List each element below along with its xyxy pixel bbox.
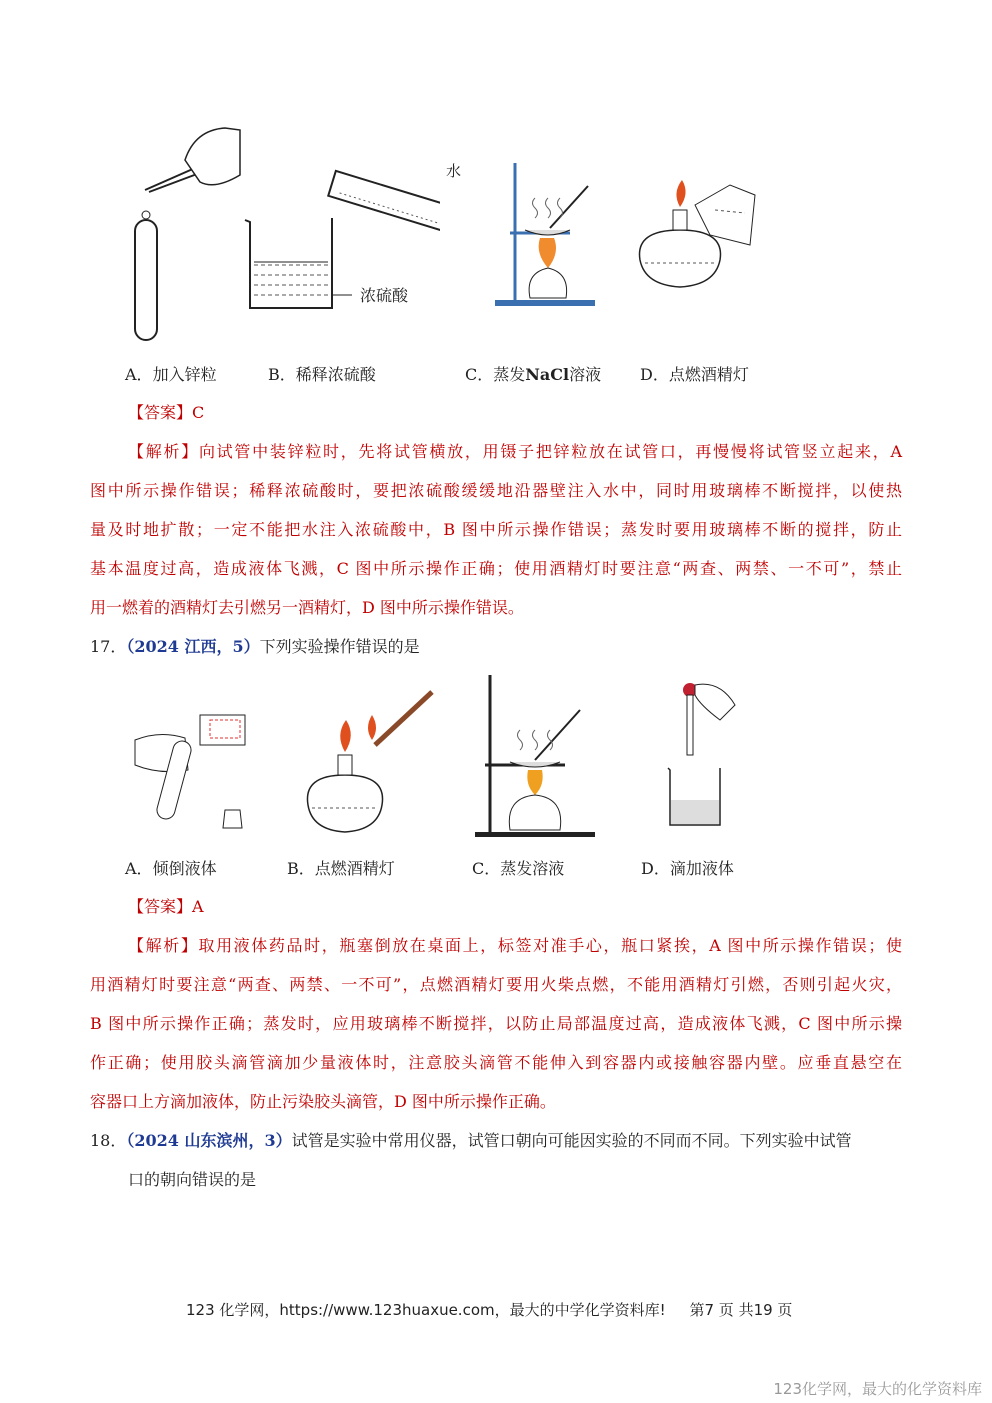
q16-analysis-line: 基本温度过高，造成液体飞溅，C 图中所示操作正确；使用酒精灯时要注意“两查、两禁、一不可”，禁止: [90, 559, 902, 578]
q16-option-b: B．稀释浓硫酸: [268, 365, 376, 384]
q18-stem: 18．（2024 山东滨州，3）试管是实验中常用仪器，试管口朝向可能因实验的不同而不同。下列实验中试管: [90, 1131, 852, 1150]
q17-analysis-line: 用酒精灯时要注意“两查、两禁、一不可”，点燃酒精灯要用火柴点燃，不能用酒精灯引燃，否则引起火灾，: [90, 975, 902, 994]
figure-label-concentrated-acid: 浓硫酸: [360, 286, 409, 305]
q17-analysis-line: 【解析】取用液体药品时，瓶塞倒放在桌面上，标签对准手心，瓶口紧挨，A 图中所示操作错误；使: [128, 936, 902, 955]
q16-analysis-line: 图中所示操作错误；稀释浓硫酸时，要把浓硫酸缓缓地沿器壁注入水中，同时用玻璃棒不断搅拌，以使热: [90, 481, 902, 500]
page-number: 第7 页 共19 页: [689, 1301, 793, 1319]
q16-option-c: C．蒸发NaCl溶液: [465, 365, 602, 384]
q17-analysis-line: 容器口上方滴加液体，防止污染胶头滴管，D 图中所示操作正确。: [90, 1092, 556, 1111]
q16-analysis-line: 【解析】向试管中装锌粒时，先将试管横放，用镊子把锌粒放在试管口，再慢慢将试管竖立起来，A: [128, 442, 902, 461]
page-footer: 123 化学网，https://www.123huaxue.com，最大的中学化学资料库! 第7 页 共19 页: [186, 1301, 793, 1319]
q17-analysis-line: B 图中所示操作正确；蒸发时，应用玻璃棒不断搅拌，以防止局部温度过高，造成液体飞溅，C 图中所示操: [90, 1014, 902, 1033]
q17-answer: 【答案】A: [128, 897, 204, 916]
figure-evaporate-solution: [470, 670, 610, 840]
q17-option-a: A．倾倒液体: [125, 859, 217, 878]
figure-pour-liquid: [130, 690, 260, 840]
figure-dilute-sulfuric-acid: [240, 160, 440, 310]
q16-analysis-line: 用一燃着的酒精灯去引燃另一酒精灯，D 图中所示操作错误。: [90, 598, 524, 617]
figure-light-alcohol-lamp: [630, 175, 760, 295]
figure-add-zinc-granule: [125, 120, 245, 350]
figure-light-lamp-with-lamp: [300, 690, 440, 840]
q16-option-d: D．点燃酒精灯: [640, 365, 749, 384]
q16-answer: 【答案】C: [128, 403, 205, 422]
q17-option-d: D．滴加液体: [641, 859, 734, 878]
figure-drop-liquid: [660, 680, 750, 830]
q16-option-a: A．加入锌粒: [125, 365, 217, 384]
q17-option-c: C．蒸发溶液: [472, 859, 565, 878]
q17-analysis-line: 作正确；使用胶头滴管滴加少量液体时，注意胶头滴管不能伸入到容器内或接触容器内壁。应垂直悬空在: [90, 1053, 902, 1072]
q17-option-b: B．点燃酒精灯: [287, 859, 395, 878]
q16-analysis-line: 量及时地扩散；一定不能把水注入浓硫酸中，B 图中所示操作错误；蒸发时要用玻璃棒不断的搅拌，防止: [90, 520, 902, 539]
watermark: 123化学网，最大的化学资料库: [773, 1380, 982, 1398]
q18-stem-continued: 口的朝向错误的是: [128, 1170, 257, 1189]
figure-evaporate-nacl: [490, 158, 610, 308]
q17-stem: 17．（2024 江西，5）下列实验操作错误的是: [90, 637, 420, 656]
figure-label-water: 水: [446, 162, 462, 180]
